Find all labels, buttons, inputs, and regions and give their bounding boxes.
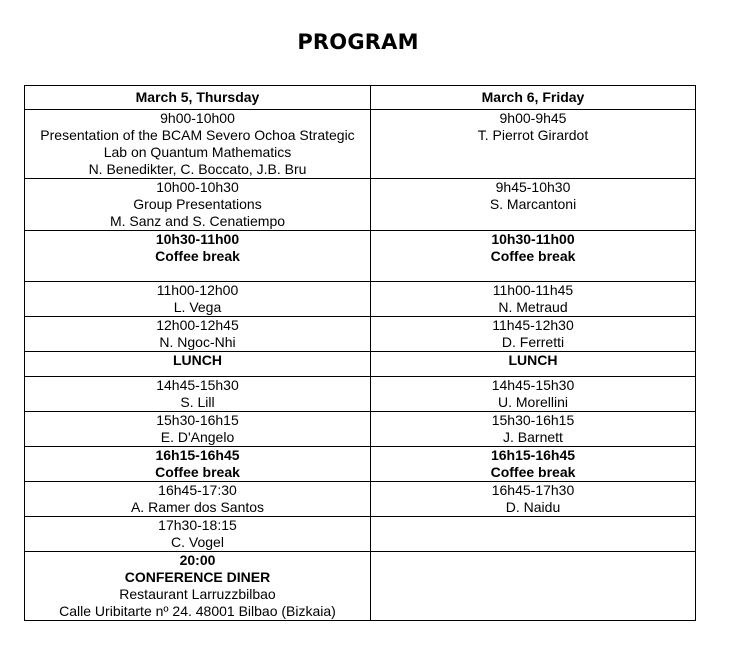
cell-line: LUNCH [508, 352, 558, 368]
table-row [25, 377, 696, 412]
cell-line: 9h45-10h30 [495, 179, 571, 195]
cell-line: 10h30-11h00 [155, 231, 240, 247]
cell-line: 11h45-12h30 [492, 317, 574, 333]
cell-line: 14h45-15h30 [491, 377, 575, 393]
cell-line: D. Naidu [505, 499, 561, 515]
cell-line: 20:00 [179, 552, 216, 568]
cell-line: Coffee break [155, 464, 240, 480]
cell-line: S. Marcantoni [489, 196, 577, 212]
friday-cell [371, 377, 696, 412]
cell-line: 11h00-12h00 [156, 282, 239, 298]
cell-line: S. Lill [180, 394, 215, 410]
cell-line: C. Vogel [171, 534, 224, 550]
cell-line: Restaurant Larruzzbilbao [119, 586, 276, 602]
table-row [25, 412, 696, 447]
table-row [25, 482, 696, 517]
thursday-cell [25, 317, 371, 352]
cell-line: Coffee break [490, 464, 576, 480]
cell-line: N. Ngoc-Nhi [159, 334, 236, 350]
table-row [25, 447, 696, 482]
friday-cell [371, 352, 696, 377]
cell-line: N. Metraud [498, 299, 568, 315]
cell-line: 12h00-12h45 [156, 317, 239, 333]
column-header-friday: March 6, Friday [371, 86, 696, 110]
cell-line: 9h00-9h45 [499, 110, 567, 126]
cell-line: 9h00-10h00 [160, 110, 235, 126]
cell-line: J. Barnett [503, 429, 563, 445]
cell-line: 15h30-16h15 [156, 412, 239, 428]
cell-line: 16h15-16h45 [155, 447, 240, 463]
friday-cell [371, 179, 696, 231]
table-row [25, 110, 696, 179]
table-row [25, 317, 696, 352]
cell-line: Presentation of the BCAM Severo Ochoa Strategic [40, 127, 355, 143]
column-header-thursday: March 5, Thursday [25, 86, 371, 110]
friday-cell [371, 552, 696, 621]
thursday-cell [25, 231, 371, 282]
table-row [25, 231, 696, 282]
cell-line: 11h00-11h45 [492, 282, 574, 298]
cell-line: Calle Uribitarte nº 24. 48001 Bilbao (Bizkaia) [59, 603, 336, 619]
table-row [25, 282, 696, 317]
program-table [24, 85, 696, 621]
thursday-cell [25, 517, 371, 552]
cell-line: CONFERENCE DINER [124, 569, 271, 585]
cell-line: 15h30-16h15 [491, 412, 575, 428]
cell-line: Coffee break [490, 248, 576, 264]
cell-line: 16h45-17h30 [491, 482, 575, 498]
program-body [25, 110, 696, 621]
thursday-cell [25, 110, 371, 179]
table-header-row [25, 86, 696, 110]
thursday-cell [25, 282, 371, 317]
cell-line: N. Benedikter, C. Boccato, J.B. Bru [88, 161, 307, 177]
cell-line: 10h30-11h00 [491, 231, 575, 247]
cell-line: 16h45-17:30 [158, 482, 237, 498]
friday-cell [371, 447, 696, 482]
thursday-cell [25, 179, 371, 231]
thursday-cell [25, 377, 371, 412]
cell-line: Group Presentations [133, 196, 262, 212]
thursday-cell [25, 352, 371, 377]
friday-cell [371, 282, 696, 317]
cell-line: D. Ferretti [501, 334, 565, 350]
cell-line: A. Ramer dos Santos [130, 499, 265, 515]
cell-line: E. D'Angelo [160, 429, 235, 445]
thursday-cell [25, 552, 371, 621]
thursday-cell [25, 447, 371, 482]
cell-line: T. Pierrot Girardot [477, 127, 589, 143]
cell-line: 16h15-16h45 [490, 447, 576, 463]
cell-line: U. Morellini [497, 394, 568, 410]
cell-line: Lab on Quantum Mathematics [103, 144, 292, 160]
friday-cell [371, 412, 696, 447]
cell-line: M. Sanz and S. Cenatiempo [109, 213, 286, 229]
friday-cell [371, 317, 696, 352]
page-title: PROGRAM [297, 30, 419, 54]
thursday-cell [25, 412, 371, 447]
cell-line: Coffee break [155, 248, 240, 264]
friday-cell [371, 517, 696, 552]
table-row [25, 179, 696, 231]
table-row [25, 517, 696, 552]
friday-cell [371, 482, 696, 517]
cell-line: L. Vega [173, 299, 222, 315]
cell-line: 14h45-15h30 [156, 377, 239, 393]
friday-cell [371, 231, 696, 282]
table-row [25, 552, 696, 621]
cell-line: 10h00-10h30 [156, 179, 239, 195]
cell-line: LUNCH [173, 352, 222, 368]
friday-cell [371, 110, 696, 179]
cell-line: 17h30-18:15 [158, 517, 237, 533]
table-row [25, 352, 696, 377]
thursday-cell [25, 482, 371, 517]
